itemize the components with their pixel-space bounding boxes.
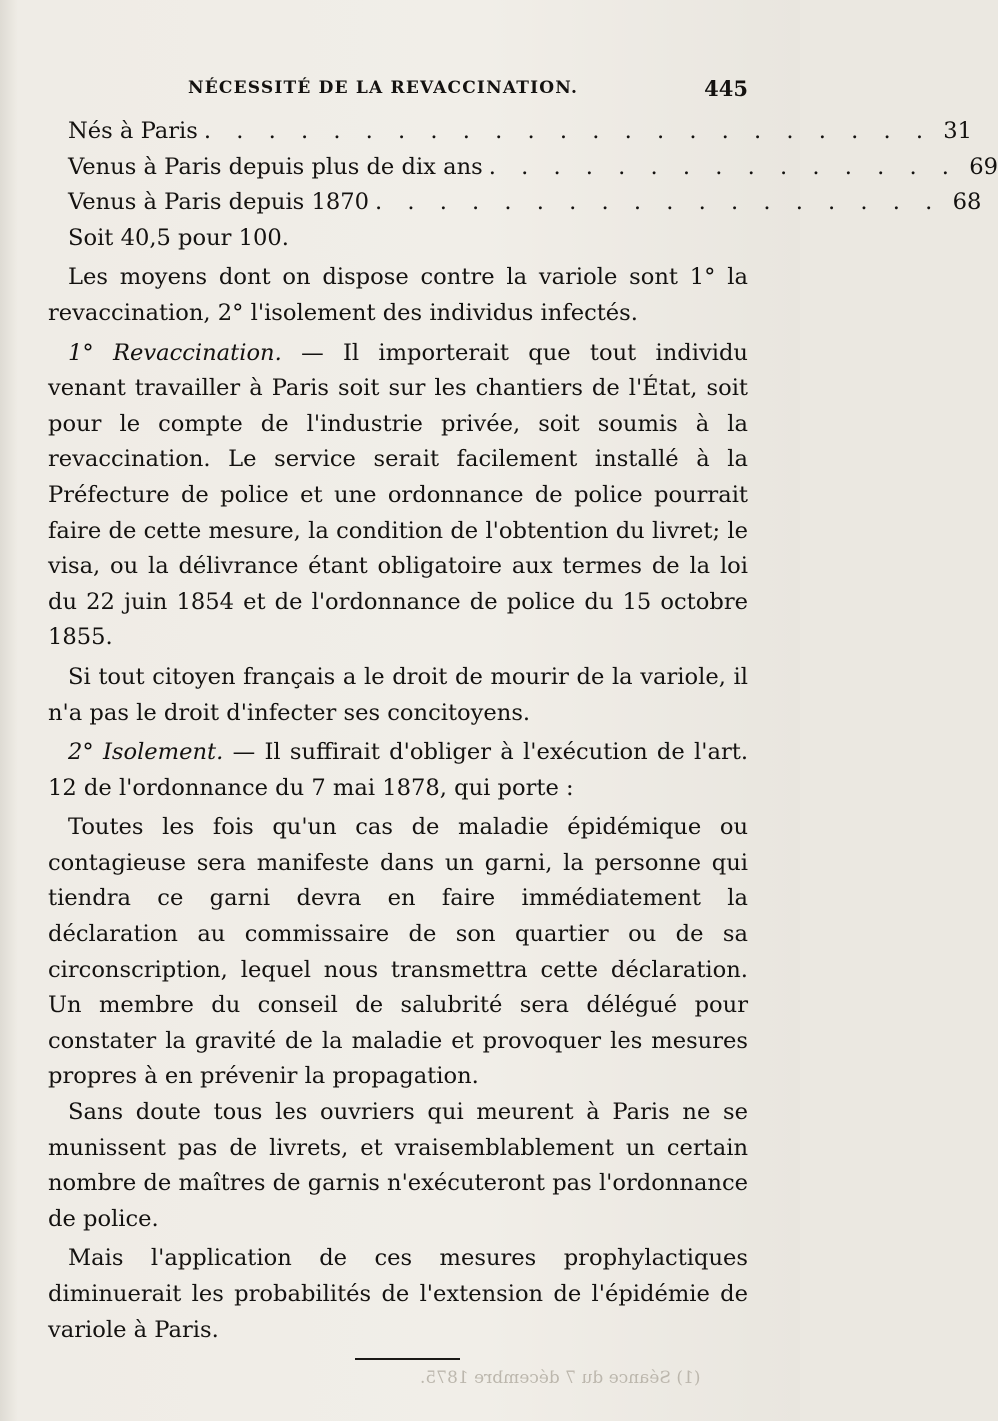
stat-row-over-ten-years: [48, 150, 998, 186]
paragraph-citizen: Si tout citoyen français a le droit de mourir de la variole, il n'a pas le droit d'infecter ses concitoyens.: [48, 663, 748, 726]
page-number: 445: [704, 76, 748, 101]
footnote-rule: [355, 1358, 460, 1360]
dot-leader: . . . . . . . . . . . . . . . . . . . . . . .: [203, 118, 933, 144]
paragraph-text: — Il importerait que tout individu venant travailler à Paris soit sur les chantiers de l'État, soit pour le compte de l'industrie privée, soit soumis à la revaccination. Le service serait facilement installé à la Préfecture de police et une ordonnance de police pourrait faire de cette mesure, la condition de l'obtention du livret; le visa, ou la délivrance étant obligatoire aux termes de la loi du 22 juin 1854 et de l'ordonnance de police du 15 octobre 1855.: [48, 339, 748, 651]
bleed-through-text: (1) Séance du 7 décembre 1875.: [420, 1368, 701, 1388]
stat-value: 69: [969, 153, 998, 180]
dot-leader: . . . . . . . . . . . . . . . . . .: [374, 189, 942, 216]
paragraph-revaccination: [48, 336, 748, 656]
paragraph-conclusion: Mais l'application de ces mesures prophylactiques diminuerait les probabilités de l'extension de l'épidémie de variole à Paris.: [48, 1245, 748, 1343]
section-label-isolation: 2° Isolement.: [68, 739, 224, 766]
stat-label: Venus à Paris depuis plus de dix ans: [68, 153, 483, 180]
paragraph-text: — Il suffirait d'obliger à l'exécution de l'art. 12 de l'ordonnance du 7 mai 1878, qui porte :: [48, 739, 749, 801]
stat-label: Venus à Paris depuis 1870: [68, 189, 369, 216]
stat-row-since-1870: [48, 185, 982, 221]
ordinance-quote: Toutes les fois qu'un cas de maladie épidémique ou contagieuse sera manifeste dans un garni, la personne qui tiendra ce garni devra en faire immédiatement la déclaration au commissaire de son quartier ou de sa circonscription, lequel nous transmettra cette déclaration. Un membre du conseil de salubrité sera délégué pour constater la gravité de la maladie et provoquer les mesures propres à en prévenir la propagation.: [48, 814, 748, 1090]
page-header: [48, 74, 748, 108]
paragraph-doubt: Sans doute tous les ouvriers qui meurent à Paris ne se munissent pas de livrets, et vraisemblablement un certain nombre de maîtres de garnis n'exécuteront pas l'ordonnance de police.: [48, 1099, 748, 1232]
stat-value: 31: [943, 118, 973, 144]
stat-row-born-paris: [48, 114, 973, 150]
paragraph-isolation: [48, 735, 748, 806]
stat-value: 68: [952, 189, 982, 216]
summary-line: Soit 40,5 pour 100.: [68, 224, 289, 251]
paragraph-means: Les moyens dont on dispose contre la variole sont 1° la revaccination, 2° l'isolement des individus infectés.: [48, 264, 748, 326]
page-body: [48, 114, 998, 1348]
stat-label: Nés à Paris: [68, 118, 198, 144]
section-label-revaccination: 1° Revaccination.: [68, 339, 282, 366]
dot-leader: . . . . . . . . . . . . . . .: [488, 153, 958, 180]
running-title: NÉCESSITÉ DE LA REVACCINATION.: [188, 78, 579, 98]
